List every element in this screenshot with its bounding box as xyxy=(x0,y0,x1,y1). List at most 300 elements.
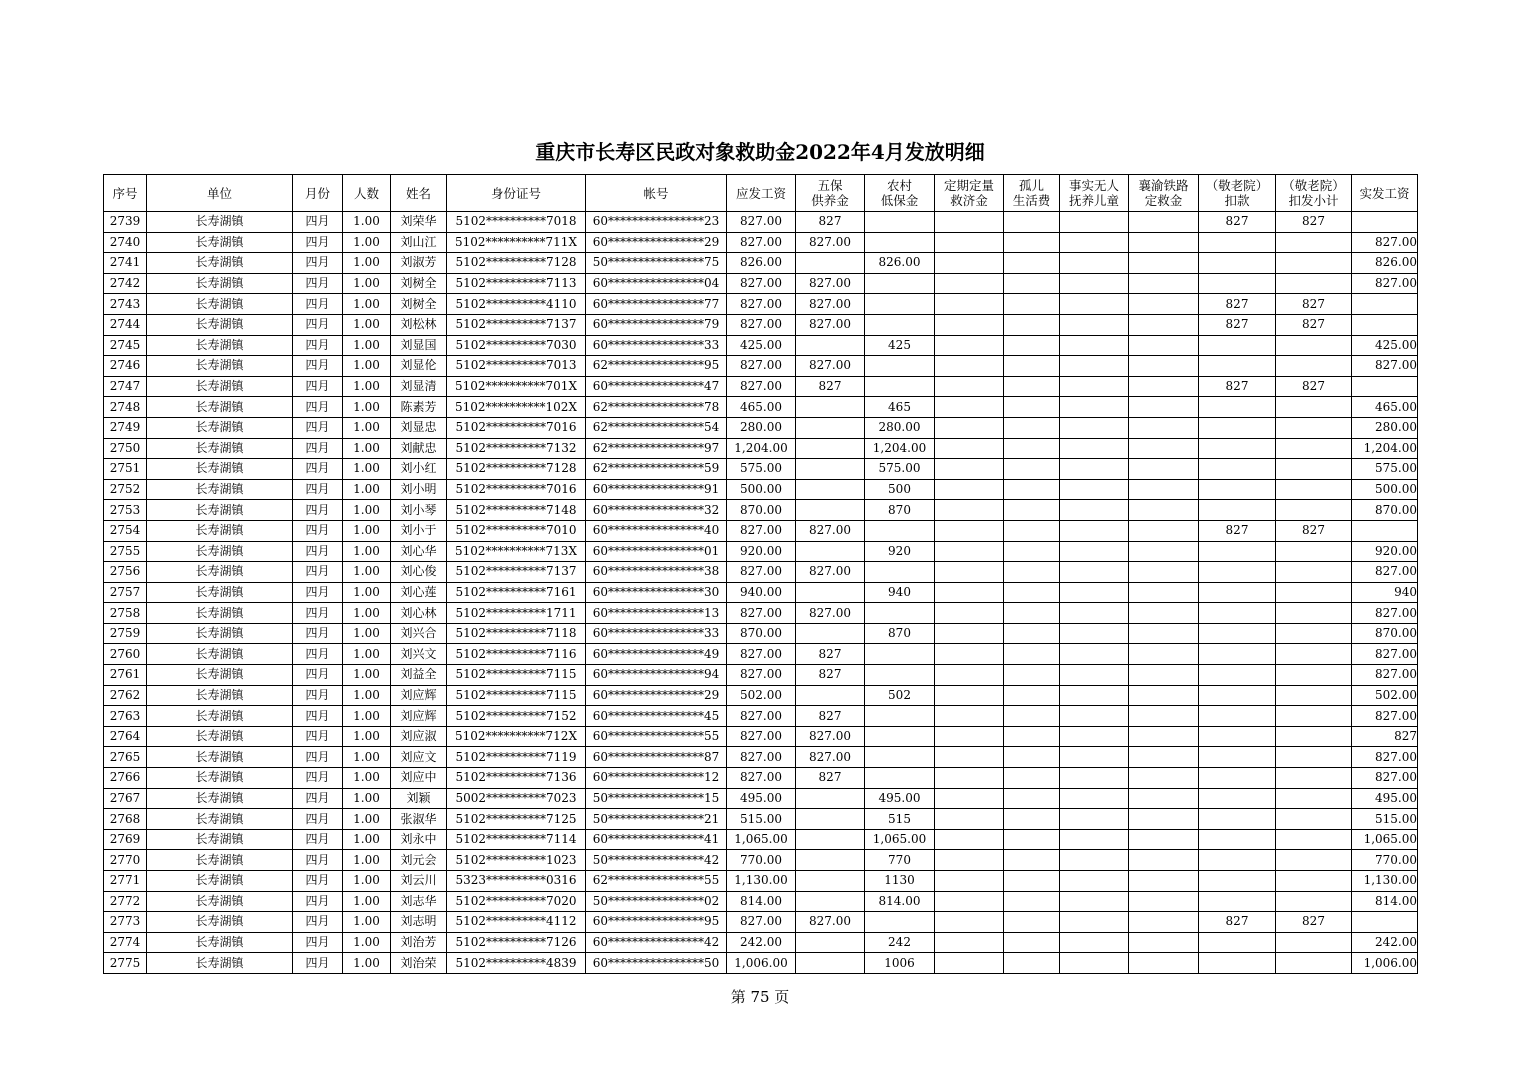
cell-orphan xyxy=(1004,314,1060,335)
cell-account: 60****************50 xyxy=(586,953,727,974)
table-row xyxy=(104,788,1418,809)
cell-xiangyu xyxy=(1129,479,1199,500)
cell-wubao xyxy=(796,438,865,459)
cell-name: 刘应文 xyxy=(391,747,447,768)
cell-wubao: 827.00 xyxy=(796,726,865,747)
cell-seq: 2753 xyxy=(104,500,147,521)
cell-dingqi xyxy=(935,273,1004,294)
cell-xiangyu xyxy=(1129,850,1199,871)
cell-orphan xyxy=(1004,644,1060,665)
cell-nursing-deduction xyxy=(1199,932,1276,953)
cell-name: 刘显忠 xyxy=(391,417,447,438)
cell-count: 1.00 xyxy=(343,809,391,830)
table-row xyxy=(104,479,1418,500)
cell-dibao xyxy=(865,562,935,583)
cell-orphan xyxy=(1004,479,1060,500)
cell-payable: 465.00 xyxy=(727,397,796,418)
cell-seq: 2750 xyxy=(104,438,147,459)
cell-dibao: 515 xyxy=(865,809,935,830)
cell-payable: 827.00 xyxy=(727,644,796,665)
cell-dingqi xyxy=(935,294,1004,315)
cell-name: 刘永中 xyxy=(391,829,447,850)
cell-nursing-subtotal xyxy=(1276,397,1352,418)
cell-id-number: 5102**********4839 xyxy=(447,953,586,974)
cell-count: 1.00 xyxy=(343,479,391,500)
cell-nursing-subtotal: 827 xyxy=(1276,212,1352,233)
cell-account: 60****************40 xyxy=(586,520,727,541)
cell-count: 1.00 xyxy=(343,417,391,438)
cell-nursing-subtotal xyxy=(1276,541,1352,562)
cell-orphan xyxy=(1004,376,1060,397)
cell-count: 1.00 xyxy=(343,438,391,459)
cell-nursing-subtotal: 827 xyxy=(1276,912,1352,933)
cell-wubao: 827.00 xyxy=(796,232,865,253)
cell-id-number: 5102**********7128 xyxy=(447,459,586,480)
cell-unit: 长寿湖镇 xyxy=(147,314,293,335)
cell-seq: 2740 xyxy=(104,232,147,253)
cell-unattended-child xyxy=(1060,850,1129,871)
cell-seq: 2741 xyxy=(104,253,147,274)
cell-id-number: 5102**********712X xyxy=(447,726,586,747)
table-row xyxy=(104,253,1418,274)
cell-orphan xyxy=(1004,520,1060,541)
cell-account: 60****************23 xyxy=(586,212,727,233)
header-label: 序号 xyxy=(112,185,138,201)
cell-count: 1.00 xyxy=(343,747,391,768)
cell-dibao xyxy=(865,294,935,315)
cell-id-number: 5102**********7115 xyxy=(447,685,586,706)
cell-nursing-subtotal xyxy=(1276,356,1352,377)
cell-nursing-subtotal xyxy=(1276,665,1352,686)
cell-nursing-deduction xyxy=(1199,397,1276,418)
cell-name: 刘应淑 xyxy=(391,726,447,747)
cell-net-pay: 827 xyxy=(1352,726,1418,747)
cell-name: 刘荣华 xyxy=(391,212,447,233)
cell-net-pay xyxy=(1352,294,1418,315)
cell-orphan xyxy=(1004,417,1060,438)
cell-account: 60****************29 xyxy=(586,232,727,253)
header-month xyxy=(293,175,343,212)
cell-dingqi xyxy=(935,314,1004,335)
cell-nursing-subtotal xyxy=(1276,562,1352,583)
cell-name: 刘献忠 xyxy=(391,438,447,459)
cell-payable: 827.00 xyxy=(727,768,796,789)
table-row xyxy=(104,891,1418,912)
cell-nursing-subtotal: 827 xyxy=(1276,294,1352,315)
cell-xiangyu xyxy=(1129,253,1199,274)
cell-unit: 长寿湖镇 xyxy=(147,603,293,624)
table-row xyxy=(104,356,1418,377)
cell-payable: 827.00 xyxy=(727,912,796,933)
cell-xiangyu xyxy=(1129,829,1199,850)
cell-dibao xyxy=(865,912,935,933)
cell-unattended-child xyxy=(1060,335,1129,356)
header-label: 应发工资 xyxy=(735,185,786,201)
cell-id-number: 5102**********7010 xyxy=(447,520,586,541)
cell-dibao xyxy=(865,726,935,747)
cell-nursing-subtotal xyxy=(1276,253,1352,274)
cell-account: 50****************21 xyxy=(586,809,727,830)
cell-name: 刘益全 xyxy=(391,665,447,686)
cell-xiangyu xyxy=(1129,891,1199,912)
cell-count: 1.00 xyxy=(343,829,391,850)
cell-net-pay: 827.00 xyxy=(1352,706,1418,727)
cell-xiangyu xyxy=(1129,603,1199,624)
cell-nursing-subtotal xyxy=(1276,706,1352,727)
table-row xyxy=(104,768,1418,789)
cell-account: 60****************29 xyxy=(586,685,727,706)
cell-net-pay: 827.00 xyxy=(1352,768,1418,789)
cell-unit: 长寿湖镇 xyxy=(147,520,293,541)
cell-account: 62****************78 xyxy=(586,397,727,418)
header-label: （敬老院） xyxy=(1282,178,1345,193)
cell-nursing-subtotal xyxy=(1276,232,1352,253)
cell-name: 刘淑芳 xyxy=(391,253,447,274)
cell-unit: 长寿湖镇 xyxy=(147,829,293,850)
cell-unit: 长寿湖镇 xyxy=(147,541,293,562)
cell-id-number: 5102**********7030 xyxy=(447,335,586,356)
relief-fund-table xyxy=(103,174,1418,974)
cell-count: 1.00 xyxy=(343,644,391,665)
table-row xyxy=(104,932,1418,953)
cell-nursing-deduction: 827 xyxy=(1199,520,1276,541)
header-count xyxy=(343,175,391,212)
header-label: 农村 xyxy=(886,178,912,193)
cell-xiangyu xyxy=(1129,953,1199,974)
cell-id-number: 5102**********713X xyxy=(447,541,586,562)
cell-payable: 1,006.00 xyxy=(727,953,796,974)
cell-count: 1.00 xyxy=(343,376,391,397)
header-orphan xyxy=(1004,175,1060,212)
cell-orphan xyxy=(1004,685,1060,706)
cell-seq: 2767 xyxy=(104,788,147,809)
cell-net-pay: 827.00 xyxy=(1352,356,1418,377)
cell-nursing-deduction: 827 xyxy=(1199,376,1276,397)
cell-xiangyu xyxy=(1129,809,1199,830)
cell-nursing-deduction xyxy=(1199,253,1276,274)
cell-wubao xyxy=(796,788,865,809)
cell-count: 1.00 xyxy=(343,232,391,253)
cell-wubao xyxy=(796,582,865,603)
cell-seq: 2772 xyxy=(104,891,147,912)
cell-unattended-child xyxy=(1060,623,1129,644)
cell-count: 1.00 xyxy=(343,850,391,871)
cell-dingqi xyxy=(935,685,1004,706)
cell-dibao: 1006 xyxy=(865,953,935,974)
cell-seq: 2744 xyxy=(104,314,147,335)
cell-month: 四月 xyxy=(293,932,343,953)
cell-wubao: 827.00 xyxy=(796,273,865,294)
cell-xiangyu xyxy=(1129,314,1199,335)
cell-unattended-child xyxy=(1060,356,1129,377)
cell-unit: 长寿湖镇 xyxy=(147,932,293,953)
cell-nursing-deduction xyxy=(1199,768,1276,789)
cell-payable: 827.00 xyxy=(727,294,796,315)
cell-payable: 242.00 xyxy=(727,932,796,953)
cell-id-number: 5102**********7136 xyxy=(447,768,586,789)
header-dibao xyxy=(865,175,935,212)
header-label: 扣发小计 xyxy=(1288,193,1339,208)
cell-dingqi xyxy=(935,768,1004,789)
cell-count: 1.00 xyxy=(343,397,391,418)
cell-unit: 长寿湖镇 xyxy=(147,459,293,480)
cell-unattended-child xyxy=(1060,912,1129,933)
cell-account: 60****************55 xyxy=(586,726,727,747)
table-row xyxy=(104,912,1418,933)
cell-seq: 2774 xyxy=(104,932,147,953)
cell-seq: 2747 xyxy=(104,376,147,397)
cell-dibao xyxy=(865,376,935,397)
cell-name: 刘树全 xyxy=(391,273,447,294)
cell-dingqi xyxy=(935,541,1004,562)
cell-net-pay: 575.00 xyxy=(1352,459,1418,480)
header-name xyxy=(391,175,447,212)
cell-unattended-child xyxy=(1060,871,1129,892)
cell-xiangyu xyxy=(1129,438,1199,459)
cell-unit: 长寿湖镇 xyxy=(147,500,293,521)
cell-dibao: 280.00 xyxy=(865,417,935,438)
cell-month: 四月 xyxy=(293,685,343,706)
cell-nursing-deduction: 827 xyxy=(1199,912,1276,933)
cell-orphan xyxy=(1004,706,1060,727)
cell-wubao xyxy=(796,335,865,356)
header-label: 低保金 xyxy=(880,193,919,208)
cell-xiangyu xyxy=(1129,376,1199,397)
cell-dingqi xyxy=(935,212,1004,233)
cell-account: 60****************32 xyxy=(586,500,727,521)
cell-xiangyu xyxy=(1129,644,1199,665)
cell-net-pay: 502.00 xyxy=(1352,685,1418,706)
cell-unattended-child xyxy=(1060,582,1129,603)
cell-orphan xyxy=(1004,665,1060,686)
cell-payable: 870.00 xyxy=(727,623,796,644)
cell-month: 四月 xyxy=(293,253,343,274)
cell-nursing-subtotal xyxy=(1276,603,1352,624)
cell-wubao: 827.00 xyxy=(796,562,865,583)
cell-nursing-deduction xyxy=(1199,871,1276,892)
cell-nursing-deduction: 827 xyxy=(1199,314,1276,335)
cell-nursing-subtotal xyxy=(1276,726,1352,747)
cell-id-number: 5002**********7023 xyxy=(447,788,586,809)
header-label: 实发工资 xyxy=(1359,185,1410,201)
cell-account: 60****************77 xyxy=(586,294,727,315)
header-nursing-deduction xyxy=(1199,175,1276,212)
cell-month: 四月 xyxy=(293,479,343,500)
cell-net-pay: 1,204.00 xyxy=(1352,438,1418,459)
cell-unit: 长寿湖镇 xyxy=(147,376,293,397)
cell-orphan xyxy=(1004,788,1060,809)
cell-account: 60****************45 xyxy=(586,706,727,727)
cell-unattended-child xyxy=(1060,685,1129,706)
cell-name: 刘治芳 xyxy=(391,932,447,953)
cell-name: 刘小红 xyxy=(391,459,447,480)
cell-name: 陈素芳 xyxy=(391,397,447,418)
cell-account: 60****************47 xyxy=(586,376,727,397)
cell-count: 1.00 xyxy=(343,726,391,747)
cell-nursing-deduction xyxy=(1199,953,1276,974)
cell-seq: 2754 xyxy=(104,520,147,541)
cell-wubao xyxy=(796,850,865,871)
cell-dibao: 1,065.00 xyxy=(865,829,935,850)
table-row xyxy=(104,850,1418,871)
cell-xiangyu xyxy=(1129,871,1199,892)
cell-nursing-subtotal xyxy=(1276,685,1352,706)
cell-seq: 2751 xyxy=(104,459,147,480)
cell-dibao: 870 xyxy=(865,500,935,521)
cell-nursing-deduction xyxy=(1199,273,1276,294)
cell-payable: 920.00 xyxy=(727,541,796,562)
cell-unit: 长寿湖镇 xyxy=(147,438,293,459)
cell-account: 60****************87 xyxy=(586,747,727,768)
cell-unattended-child xyxy=(1060,232,1129,253)
cell-name: 刘显伦 xyxy=(391,356,447,377)
cell-xiangyu xyxy=(1129,232,1199,253)
table-row xyxy=(104,417,1418,438)
cell-payable: 502.00 xyxy=(727,685,796,706)
cell-xiangyu xyxy=(1129,541,1199,562)
cell-id-number: 5102**********7152 xyxy=(447,706,586,727)
cell-unattended-child xyxy=(1060,788,1129,809)
cell-count: 1.00 xyxy=(343,953,391,974)
cell-month: 四月 xyxy=(293,582,343,603)
cell-account: 50****************75 xyxy=(586,253,727,274)
cell-xiangyu xyxy=(1129,912,1199,933)
cell-month: 四月 xyxy=(293,850,343,871)
cell-wubao xyxy=(796,932,865,953)
header-label: 孤儿 xyxy=(1018,178,1044,193)
cell-net-pay xyxy=(1352,314,1418,335)
cell-name: 刘心莲 xyxy=(391,582,447,603)
cell-month: 四月 xyxy=(293,212,343,233)
cell-month: 四月 xyxy=(293,768,343,789)
cell-count: 1.00 xyxy=(343,582,391,603)
cell-count: 1.00 xyxy=(343,294,391,315)
cell-orphan xyxy=(1004,932,1060,953)
table-row xyxy=(104,644,1418,665)
cell-wubao xyxy=(796,953,865,974)
cell-net-pay: 870.00 xyxy=(1352,500,1418,521)
cell-xiangyu xyxy=(1129,685,1199,706)
cell-unattended-child xyxy=(1060,541,1129,562)
cell-unattended-child xyxy=(1060,253,1129,274)
cell-orphan xyxy=(1004,829,1060,850)
cell-dibao xyxy=(865,212,935,233)
cell-unattended-child xyxy=(1060,829,1129,850)
cell-orphan xyxy=(1004,397,1060,418)
table-row xyxy=(104,829,1418,850)
cell-nursing-deduction xyxy=(1199,644,1276,665)
cell-dibao xyxy=(865,273,935,294)
cell-nursing-deduction: 827 xyxy=(1199,212,1276,233)
cell-net-pay: 495.00 xyxy=(1352,788,1418,809)
cell-orphan xyxy=(1004,582,1060,603)
cell-dingqi xyxy=(935,417,1004,438)
cell-wubao xyxy=(796,500,865,521)
cell-seq: 2770 xyxy=(104,850,147,871)
cell-name: 刘云川 xyxy=(391,871,447,892)
cell-net-pay: 827.00 xyxy=(1352,273,1418,294)
cell-account: 62****************54 xyxy=(586,417,727,438)
cell-name: 刘元会 xyxy=(391,850,447,871)
cell-dingqi xyxy=(935,891,1004,912)
table-row xyxy=(104,809,1418,830)
cell-xiangyu xyxy=(1129,706,1199,727)
cell-name: 刘志明 xyxy=(391,912,447,933)
table-row xyxy=(104,294,1418,315)
cell-month: 四月 xyxy=(293,562,343,583)
cell-payable: 940.00 xyxy=(727,582,796,603)
cell-orphan xyxy=(1004,768,1060,789)
cell-name: 刘山江 xyxy=(391,232,447,253)
cell-xiangyu xyxy=(1129,623,1199,644)
table-header xyxy=(104,175,1418,212)
cell-unit: 长寿湖镇 xyxy=(147,871,293,892)
cell-count: 1.00 xyxy=(343,871,391,892)
cell-net-pay: 500.00 xyxy=(1352,479,1418,500)
cell-month: 四月 xyxy=(293,397,343,418)
cell-nursing-subtotal xyxy=(1276,768,1352,789)
cell-account: 60****************38 xyxy=(586,562,727,583)
header-label: 帐号 xyxy=(643,185,669,201)
cell-payable: 575.00 xyxy=(727,459,796,480)
cell-dingqi xyxy=(935,788,1004,809)
cell-nursing-deduction xyxy=(1199,726,1276,747)
cell-month: 四月 xyxy=(293,953,343,974)
cell-unit: 长寿湖镇 xyxy=(147,356,293,377)
cell-account: 60****************30 xyxy=(586,582,727,603)
cell-month: 四月 xyxy=(293,314,343,335)
cell-name: 刘心俊 xyxy=(391,562,447,583)
cell-nursing-deduction xyxy=(1199,356,1276,377)
cell-seq: 2743 xyxy=(104,294,147,315)
cell-nursing-deduction xyxy=(1199,603,1276,624)
cell-payable: 827.00 xyxy=(727,376,796,397)
cell-seq: 2749 xyxy=(104,417,147,438)
cell-account: 60****************01 xyxy=(586,541,727,562)
cell-name: 刘应中 xyxy=(391,768,447,789)
cell-nursing-subtotal xyxy=(1276,953,1352,974)
cell-dibao: 425 xyxy=(865,335,935,356)
cell-seq: 2764 xyxy=(104,726,147,747)
cell-net-pay: 827.00 xyxy=(1352,644,1418,665)
cell-nursing-subtotal xyxy=(1276,829,1352,850)
table-row xyxy=(104,665,1418,686)
table-row xyxy=(104,500,1418,521)
cell-id-number: 5102**********7113 xyxy=(447,273,586,294)
cell-account: 60****************33 xyxy=(586,335,727,356)
cell-nursing-subtotal xyxy=(1276,644,1352,665)
cell-nursing-deduction xyxy=(1199,438,1276,459)
cell-unit: 长寿湖镇 xyxy=(147,726,293,747)
cell-id-number: 5102**********7132 xyxy=(447,438,586,459)
cell-dingqi xyxy=(935,335,1004,356)
cell-name: 刘心华 xyxy=(391,541,447,562)
cell-account: 60****************79 xyxy=(586,314,727,335)
cell-orphan xyxy=(1004,747,1060,768)
cell-orphan xyxy=(1004,891,1060,912)
cell-wubao xyxy=(796,541,865,562)
cell-account: 50****************42 xyxy=(586,850,727,871)
cell-payable: 1,204.00 xyxy=(727,438,796,459)
cell-dibao: 575.00 xyxy=(865,459,935,480)
cell-unit: 长寿湖镇 xyxy=(147,562,293,583)
cell-nursing-deduction xyxy=(1199,479,1276,500)
cell-month: 四月 xyxy=(293,747,343,768)
header-seq xyxy=(104,175,147,212)
cell-dibao: 502 xyxy=(865,685,935,706)
cell-orphan xyxy=(1004,232,1060,253)
cell-unattended-child xyxy=(1060,706,1129,727)
